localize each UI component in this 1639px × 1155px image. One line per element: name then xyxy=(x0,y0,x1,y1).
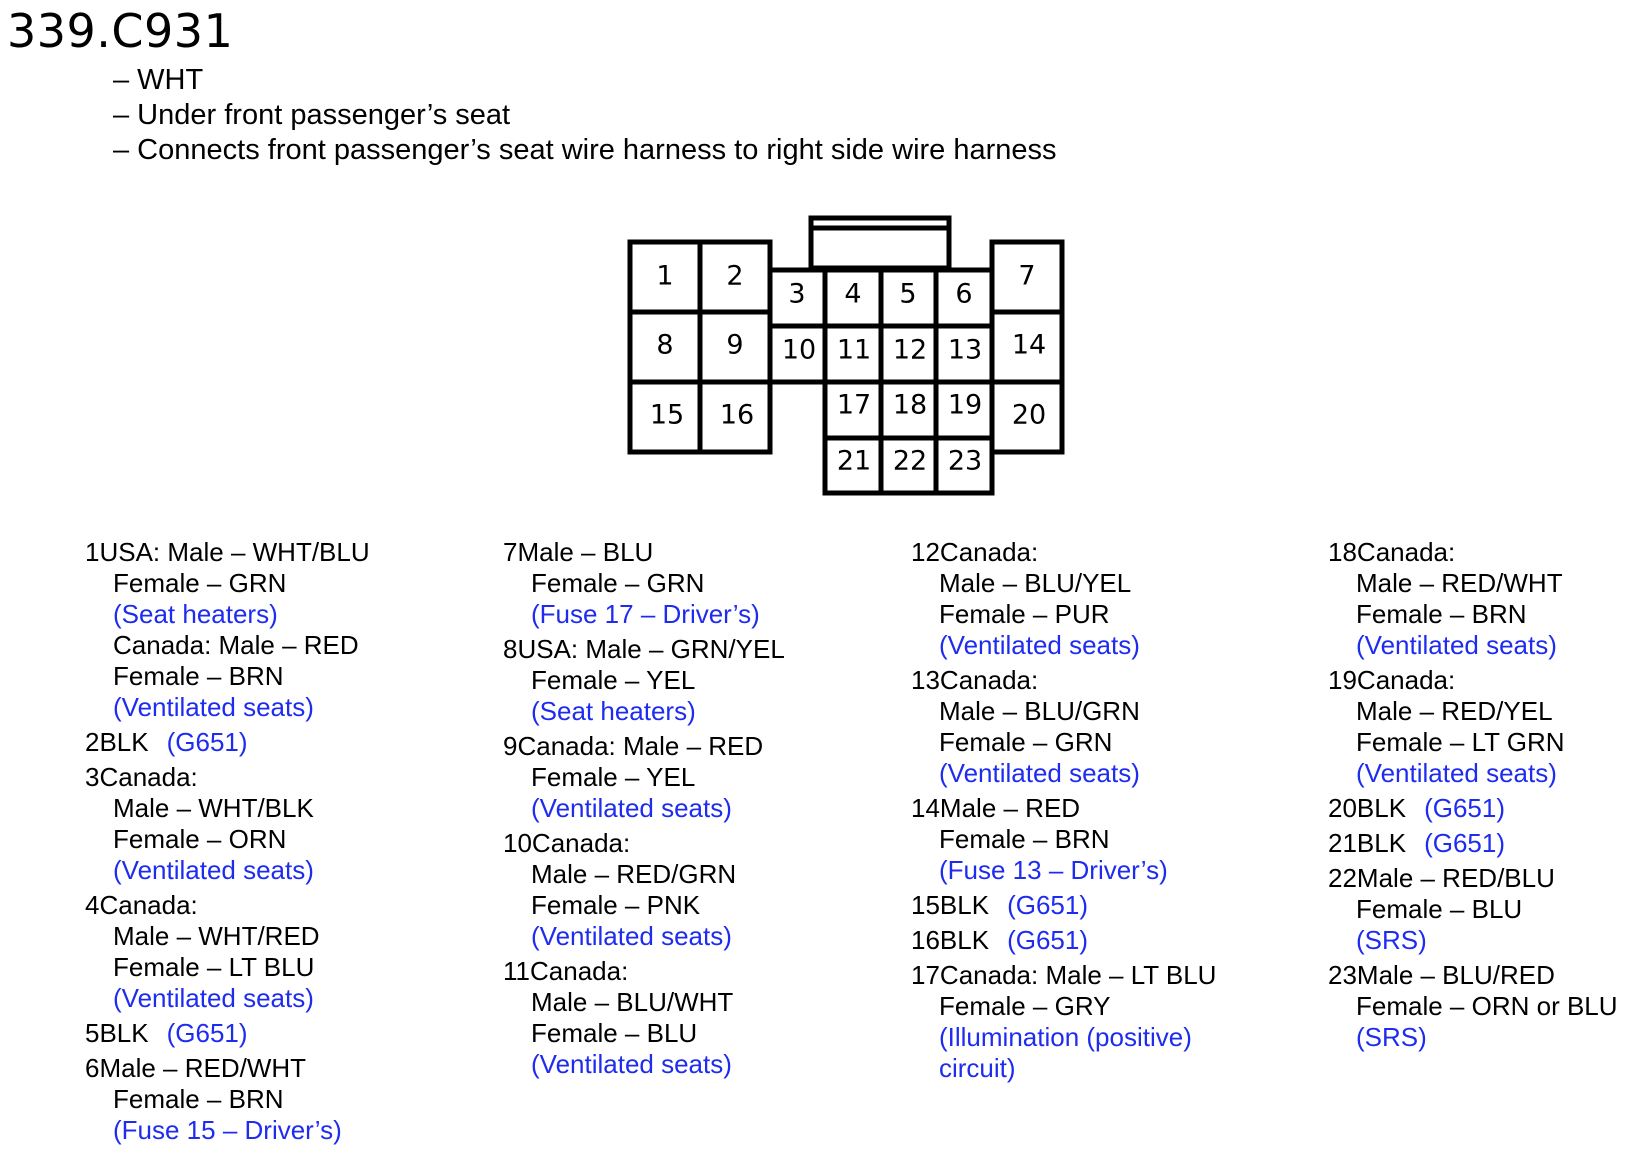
pin-detail-line xyxy=(85,537,370,568)
pin-number: 1 xyxy=(656,260,674,292)
pin-entry-number: 15 xyxy=(911,890,940,920)
pin-detail-line xyxy=(503,1018,785,1049)
pin-note: (Ventilated seats) xyxy=(1356,630,1557,660)
pin-detail-line xyxy=(1328,925,1618,956)
pin-entry-number: 19 xyxy=(1328,665,1357,695)
pin-detail-line xyxy=(1328,599,1618,630)
pin-wire-info: Female – PUR xyxy=(939,599,1110,629)
pin-wire-info: Female – BRN xyxy=(1356,599,1527,629)
pin-wire-info: Canada: xyxy=(99,762,198,792)
pin-detail-line xyxy=(503,859,785,890)
pin-wire-info: Male – WHT/BLK xyxy=(113,793,314,823)
pin-detail-line xyxy=(911,855,1216,886)
pin-wire-info: Canada: xyxy=(939,665,1039,695)
pin-number: 13 xyxy=(947,334,983,366)
pin-detail-line xyxy=(1328,894,1618,925)
pin-wire-info: Female – GRN xyxy=(531,568,705,598)
pin-column-2 xyxy=(503,537,785,1084)
pin-wire-info: BLK xyxy=(1356,828,1407,858)
pin-detail-line xyxy=(1328,630,1618,661)
pin-wire-info: BLK xyxy=(939,890,990,920)
pin-detail-line xyxy=(85,762,370,793)
pin-wire-info: Female – BLU xyxy=(1356,894,1523,924)
pin-detail-line xyxy=(85,983,370,1014)
pin-number: 20 xyxy=(1011,399,1047,431)
pin-detail-line xyxy=(85,921,370,952)
pin-note: (Fuse 17 – Driver’s) xyxy=(531,599,760,629)
pin-detail-line xyxy=(503,793,785,824)
pin-wire-info: Female – BRN xyxy=(113,1084,284,1114)
pin-detail-line xyxy=(85,1084,370,1115)
pin-wire-info: Female – ORN or BLU xyxy=(1356,991,1618,1021)
pin-detail-line xyxy=(911,727,1216,758)
pin-detail-line xyxy=(85,1115,370,1146)
pin-entry-15 xyxy=(911,890,1216,921)
pin-entry-number: 8 xyxy=(503,634,518,664)
pin-number: 4 xyxy=(844,278,862,310)
pin-wire-info: Canada: Male – LT BLU xyxy=(939,960,1217,990)
pin-detail-line xyxy=(911,824,1216,855)
pin-entry-19 xyxy=(1328,665,1618,789)
pin-detail-line xyxy=(911,537,1216,568)
pin-entry-16 xyxy=(911,925,1216,956)
pin-detail-line xyxy=(85,890,370,921)
pin-wire-info: Canada: xyxy=(939,537,1039,567)
pin-wire-info: Canada: xyxy=(1356,665,1456,695)
pin-entry-8 xyxy=(503,634,785,727)
description-line: – Under front passenger’s seat xyxy=(113,99,511,131)
pin-number: 18 xyxy=(892,389,928,421)
pin-note: (Illumination (positive) xyxy=(939,1022,1192,1052)
pin-detail-line xyxy=(503,890,785,921)
ground-reference: (G651) xyxy=(1007,890,1088,920)
pin-entry-number: 10 xyxy=(503,828,532,858)
pin-detail-line xyxy=(1328,1022,1618,1053)
pin-wire-info: USA: Male – WHT/BLU xyxy=(99,537,370,567)
pin-entry-17 xyxy=(911,960,1216,1084)
pin-note: (Fuse 15 – Driver’s) xyxy=(113,1115,342,1145)
pin-detail-line xyxy=(85,568,370,599)
pin-wire-info: BLK xyxy=(1356,793,1407,823)
pin-wire-info: Male – BLU/YEL xyxy=(939,568,1132,598)
pin-detail-line xyxy=(1328,863,1618,894)
pin-detail-line xyxy=(85,793,370,824)
pin-detail-line xyxy=(911,665,1216,696)
pin-wire-info: Male – BLU xyxy=(517,537,654,567)
pin-wire-info: Female – BRN xyxy=(939,824,1110,854)
pin-number: 3 xyxy=(788,278,806,310)
pin-wire-info: USA: Male – GRN/YEL xyxy=(517,634,785,664)
pin-entry-13 xyxy=(911,665,1216,789)
pin-wire-info: Male – RED/WHT xyxy=(99,1053,307,1083)
pin-note: (Seat heaters) xyxy=(113,599,278,629)
pin-wire-info: Male – RED/GRN xyxy=(531,859,737,889)
pin-entry-3 xyxy=(85,762,370,886)
pin-detail-line xyxy=(1328,727,1618,758)
pin-note: (Ventilated seats) xyxy=(113,855,314,885)
pin-note: (Ventilated seats) xyxy=(531,793,732,823)
pin-wire-info: Male – BLU/GRN xyxy=(939,696,1140,726)
pin-detail-line xyxy=(503,665,785,696)
pin-detail-line xyxy=(1328,696,1618,727)
pin-detail-line xyxy=(911,991,1216,1022)
pin-detail-line xyxy=(503,921,785,952)
pin-entry-number: 16 xyxy=(911,925,940,955)
pin-number: 12 xyxy=(892,334,928,366)
pin-entry-number: 23 xyxy=(1328,960,1357,990)
pin-detail-line xyxy=(1328,991,1618,1022)
pin-column-3 xyxy=(911,537,1216,1088)
pin-note: (Fuse 13 – Driver’s) xyxy=(939,855,1168,885)
pin-number: 6 xyxy=(955,278,973,310)
pin-entry-22 xyxy=(1328,863,1618,956)
pin-detail-line xyxy=(503,568,785,599)
pin-detail-line xyxy=(85,661,370,692)
pin-detail-line xyxy=(911,925,1216,956)
pin-number: 7 xyxy=(1018,260,1036,292)
pin-entry-number: 14 xyxy=(911,793,940,823)
pin-note: (Ventilated seats) xyxy=(113,692,314,722)
pin-entry-number: 2 xyxy=(85,727,100,757)
pin-entry-number: 9 xyxy=(503,731,518,761)
pin-number: 21 xyxy=(836,445,872,477)
pin-note: (SRS) xyxy=(1356,925,1427,955)
pin-wire-info: Female – YEL xyxy=(531,762,696,792)
pin-detail-line xyxy=(911,960,1216,991)
pin-entry-1 xyxy=(85,537,370,723)
pin-detail-line xyxy=(911,599,1216,630)
pin-wire-info: Female – BLU xyxy=(531,1018,698,1048)
pin-wire-info: Canada: xyxy=(531,828,631,858)
pin-wire-info: Male – RED xyxy=(939,793,1081,823)
pin-entry-6 xyxy=(85,1053,370,1146)
pin-wire-info: BLK xyxy=(939,925,990,955)
pin-entry-4 xyxy=(85,890,370,1014)
pin-number: 8 xyxy=(656,329,674,361)
pin-detail-line xyxy=(911,1053,1216,1084)
pin-wire-info: Male – BLU/RED xyxy=(1356,960,1555,990)
pin-wire-info: Canada: xyxy=(1356,537,1456,567)
pin-number: 22 xyxy=(892,445,928,477)
pin-detail-line xyxy=(911,630,1216,661)
pin-entry-11 xyxy=(503,956,785,1080)
pin-detail-line xyxy=(1328,665,1618,696)
pin-note: (Ventilated seats) xyxy=(939,630,1140,660)
pin-note: (Seat heaters) xyxy=(531,696,696,726)
pin-entry-21 xyxy=(1328,828,1618,859)
pin-detail-line xyxy=(85,1018,370,1049)
pin-detail-line xyxy=(911,758,1216,789)
pin-entry-18 xyxy=(1328,537,1618,661)
pin-number: 16 xyxy=(719,399,755,431)
pin-wire-info: Female – GRN xyxy=(113,568,287,598)
pin-wire-info: Canada: xyxy=(99,890,198,920)
pin-entry-2 xyxy=(85,727,370,758)
pin-detail-line xyxy=(1328,960,1618,991)
pin-detail-line xyxy=(911,793,1216,824)
pin-entry-number: 20 xyxy=(1328,793,1357,823)
pin-entry-number: 4 xyxy=(85,890,100,920)
pin-entry-number: 21 xyxy=(1328,828,1357,858)
pin-number: 9 xyxy=(726,329,744,361)
pin-detail-line xyxy=(503,634,785,665)
pin-note: (Ventilated seats) xyxy=(113,983,314,1013)
pin-note: (SRS) xyxy=(1356,1022,1427,1052)
pin-number: 15 xyxy=(649,399,685,431)
pin-detail-line xyxy=(85,692,370,723)
pin-wire-info: Female – LT GRN xyxy=(1356,727,1565,757)
pin-wire-info: Male – RED/WHT xyxy=(1356,568,1563,598)
description-line: – WHT xyxy=(113,64,204,96)
pin-number: 2 xyxy=(726,260,744,292)
pin-note: (Ventilated seats) xyxy=(1356,758,1557,788)
pin-detail-line xyxy=(911,890,1216,921)
pin-detail-line xyxy=(503,956,785,987)
pin-wire-info: Female – PNK xyxy=(531,890,701,920)
pin-entry-number: 18 xyxy=(1328,537,1357,567)
pin-detail-line xyxy=(503,537,785,568)
ground-reference: (G651) xyxy=(166,727,248,757)
pin-detail-line xyxy=(85,824,370,855)
pin-entry-12 xyxy=(911,537,1216,661)
pin-wire-info: Female – YEL xyxy=(531,665,696,695)
pin-wire-info: Canada: Male – RED xyxy=(517,731,764,761)
pin-detail-line xyxy=(85,599,370,630)
pin-detail-line xyxy=(85,952,370,983)
pin-wire-info: Female – GRN xyxy=(939,727,1113,757)
ground-reference: (G651) xyxy=(166,1018,248,1048)
pin-wire-info: Male – RED/YEL xyxy=(1356,696,1553,726)
pin-detail-line xyxy=(1328,828,1618,859)
pin-wire-info: Female – GRY xyxy=(939,991,1111,1021)
pin-wire-info: Canada: Male – RED xyxy=(113,630,359,660)
pin-detail-line xyxy=(911,1022,1216,1053)
pin-entry-number: 13 xyxy=(911,665,940,695)
pin-detail-line xyxy=(85,855,370,886)
pin-detail-line xyxy=(503,599,785,630)
ground-reference: (G651) xyxy=(1424,828,1505,858)
pin-wire-info: Female – LT BLU xyxy=(113,952,315,982)
pin-detail-line xyxy=(85,630,370,661)
pin-entry-number: 6 xyxy=(85,1053,100,1083)
pin-detail-line xyxy=(911,696,1216,727)
pin-detail-line xyxy=(503,1049,785,1080)
pin-wire-info: BLK xyxy=(99,727,149,757)
pin-wire-info: Female – ORN xyxy=(113,824,287,854)
pin-entry-14 xyxy=(911,793,1216,886)
pin-number: 19 xyxy=(947,389,983,421)
description-line: – Connects front passenger’s seat wire harness to right side wire harness xyxy=(113,134,1057,166)
pin-number: 23 xyxy=(947,445,983,477)
pin-note: (Ventilated seats) xyxy=(939,758,1140,788)
pin-entry-9 xyxy=(503,731,785,824)
pin-detail-line xyxy=(503,731,785,762)
pin-wire-info: Canada: xyxy=(530,956,629,986)
pin-detail-line xyxy=(1328,793,1618,824)
pin-note: circuit) xyxy=(939,1053,1016,1083)
pin-detail-line xyxy=(503,987,785,1018)
connector-face-diagram xyxy=(0,0,1639,500)
pin-entry-10 xyxy=(503,828,785,952)
pin-wire-info: Female – BRN xyxy=(113,661,284,691)
pin-detail-line xyxy=(1328,537,1618,568)
pin-entry-number: 22 xyxy=(1328,863,1357,893)
pin-detail-line xyxy=(1328,568,1618,599)
ground-reference: (G651) xyxy=(1007,925,1088,955)
pin-detail-line xyxy=(1328,758,1618,789)
pin-entry-23 xyxy=(1328,960,1618,1053)
pin-entry-number: 12 xyxy=(911,537,940,567)
pin-entry-20 xyxy=(1328,793,1618,824)
pin-number: 14 xyxy=(1011,329,1047,361)
pin-entry-number: 1 xyxy=(85,537,100,567)
pin-number: 11 xyxy=(836,334,872,366)
pin-entry-7 xyxy=(503,537,785,630)
pin-entry-5 xyxy=(85,1018,370,1049)
pin-entry-number: 17 xyxy=(911,960,940,990)
pin-entry-number: 11 xyxy=(503,956,530,986)
pin-wire-info: Male – WHT/RED xyxy=(113,921,320,951)
pin-detail-line xyxy=(911,568,1216,599)
pin-detail-line xyxy=(503,696,785,727)
pin-number: 17 xyxy=(836,389,872,421)
pin-column-1 xyxy=(85,537,370,1150)
ground-reference: (G651) xyxy=(1424,793,1505,823)
pin-detail-line xyxy=(85,1053,370,1084)
pin-entry-number: 7 xyxy=(503,537,518,567)
pin-wire-info: Male – RED/BLU xyxy=(1356,863,1555,893)
pin-column-4 xyxy=(1328,537,1618,1057)
connector-title: 339.C931 xyxy=(7,4,234,58)
pin-detail-line xyxy=(85,727,370,758)
pin-wire-info: Male – BLU/WHT xyxy=(531,987,734,1017)
pin-detail-line xyxy=(503,828,785,859)
pin-wire-info: BLK xyxy=(99,1018,149,1048)
pin-number: 10 xyxy=(781,334,817,366)
pin-entry-number: 5 xyxy=(85,1018,100,1048)
pin-number: 5 xyxy=(899,278,917,310)
pin-note: (Ventilated seats) xyxy=(531,921,732,951)
pin-entry-number: 3 xyxy=(85,762,100,792)
pin-note: (Ventilated seats) xyxy=(531,1049,732,1079)
pin-detail-line xyxy=(503,762,785,793)
